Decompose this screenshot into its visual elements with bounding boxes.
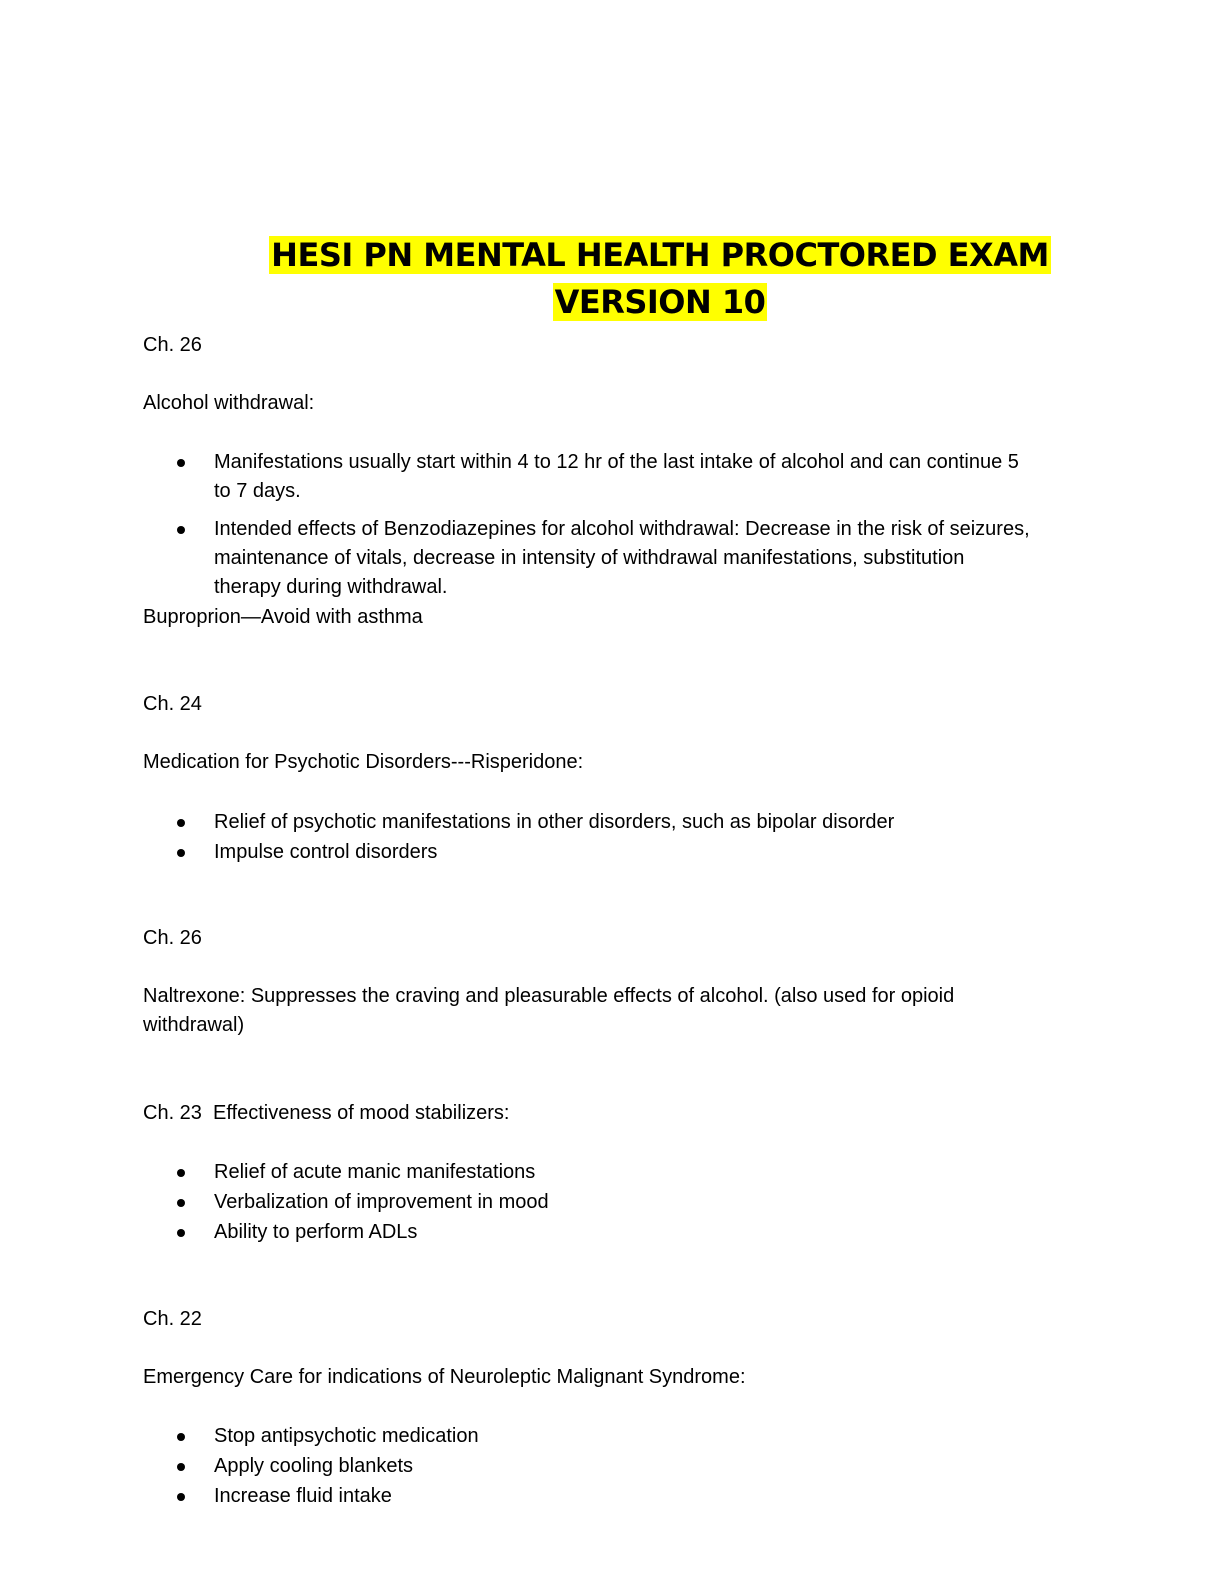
list-item-text: Increase fluid intake: [214, 1485, 392, 1507]
bullet-icon: [177, 459, 185, 467]
list-item-text: Manifestations usually start within 4 to 12 hr of the last intake of alcohol and can continue 5 to 7 days.: [214, 451, 1019, 502]
chapter-label: Ch. 26: [143, 927, 202, 949]
document-title-line-2: [240, 279, 1080, 325]
list-item-text: Apply cooling blankets: [214, 1455, 414, 1477]
list-item: [143, 838, 1034, 867]
section-heading: Emergency Care for indications of Neuroleptic Malignant Syndrome:: [143, 1366, 746, 1388]
paragraph-text: Naltrexone: Suppresses the craving and pleasurable effects of alcohol. (also used for opioid withdrawal): [143, 985, 955, 1036]
list-item-text: Relief of psychotic manifestations in other disorders, such as bipolar disorder: [214, 811, 895, 833]
list-item: [143, 515, 1034, 602]
chapter-label: Ch. 26: [143, 334, 202, 356]
list-item: [143, 1482, 1034, 1511]
list-item: [143, 1422, 1034, 1451]
bullet-list: [143, 808, 1034, 867]
section-heading: Medication for Psychotic Disorders---Risperidone:: [143, 751, 584, 773]
chapter-label: Ch. 23 Effectiveness of mood stabilizers:: [143, 1102, 510, 1124]
bullet-icon: [177, 819, 185, 827]
bullet-list: [143, 1422, 1034, 1511]
list-item: [143, 1158, 1034, 1187]
bullet-list: [143, 448, 1034, 611]
bullet-icon: [177, 1433, 185, 1441]
title-highlight-1: HESI PN MENTAL HEALTH PROCTORED EXAM: [271, 236, 1049, 274]
document-title-line-1: [240, 232, 1080, 278]
bullet-icon: [177, 1199, 185, 1207]
title-highlight-2: VERSION 10: [554, 283, 766, 321]
bullet-icon: [177, 1493, 185, 1501]
chapter-label: Ch. 24: [143, 693, 202, 715]
list-item: [143, 1218, 1034, 1247]
bullet-icon: [177, 1229, 185, 1237]
list-item-text: Impulse control disorders: [214, 841, 438, 863]
list-item-text: Intended effects of Benzodiazepines for alcohol withdrawal: Decrease in the risk of seizures, maintenance of vitals, decrease in intensity of withdrawal manifestations, substitution therapy during withdrawal.: [214, 518, 1030, 598]
bullet-icon: [177, 849, 185, 857]
list-item-text: Relief of acute manic manifestations: [214, 1161, 536, 1183]
list-item-text: Stop antipsychotic medication: [214, 1425, 479, 1447]
list-item-text: Verbalization of improvement in mood: [214, 1191, 549, 1213]
bullet-list: [143, 1158, 1034, 1247]
list-item: [143, 1452, 1034, 1481]
chapter-label: Ch. 22: [143, 1308, 202, 1330]
bullet-icon: [177, 1169, 185, 1177]
list-item: [143, 448, 1034, 506]
bullet-icon: [177, 526, 185, 534]
note-text: Buproprion—Avoid with asthma: [143, 606, 423, 628]
bullet-icon: [177, 1463, 185, 1471]
list-item: [143, 1188, 1034, 1217]
list-item: [143, 808, 1034, 837]
section-heading: Alcohol withdrawal:: [143, 392, 315, 414]
list-item-text: Ability to perform ADLs: [214, 1221, 418, 1243]
